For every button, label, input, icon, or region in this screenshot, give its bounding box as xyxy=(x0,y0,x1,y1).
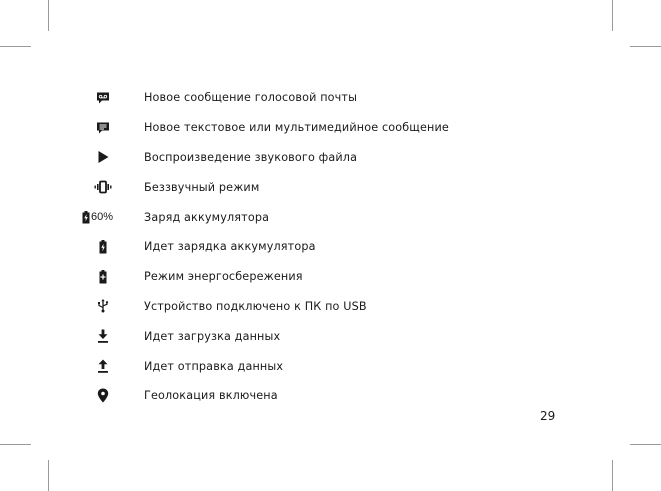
item-label: Идет зарядка аккумулятора xyxy=(144,240,316,254)
location-pin-icon xyxy=(84,386,122,406)
list-item xyxy=(84,232,504,262)
download-icon xyxy=(84,326,122,346)
item-label: Новое сообщение голосовой почты xyxy=(144,91,358,105)
usb-icon xyxy=(84,296,122,316)
battery-level-icon xyxy=(82,207,122,227)
crop-mark-left-top xyxy=(0,46,31,47)
list-item xyxy=(84,113,504,143)
list-item xyxy=(84,83,504,113)
item-label: Беззвучный режим xyxy=(144,180,260,194)
battery-percent-text: 60% xyxy=(91,211,114,224)
crop-mark-bottom-left xyxy=(48,460,49,491)
vibrate-icon xyxy=(84,177,122,197)
list-item xyxy=(84,292,504,322)
battery-charging-icon xyxy=(84,237,122,257)
crop-mark-bottom-right xyxy=(612,460,613,491)
list-item xyxy=(84,351,504,381)
page-number: 29 xyxy=(540,409,556,423)
item-label: Устройство подключено к ПК по USB xyxy=(144,299,367,313)
item-label: Геолокация включена xyxy=(144,389,278,403)
item-label: Заряд аккумулятора xyxy=(144,210,270,224)
text-message-icon xyxy=(84,118,122,138)
list-item xyxy=(84,172,504,202)
item-label: Режим энергосбережения xyxy=(144,270,303,284)
upload-icon xyxy=(84,356,122,376)
item-label: Идет отправка данных xyxy=(144,359,284,373)
battery-saver-icon xyxy=(84,267,122,287)
crop-mark-right-top xyxy=(630,46,661,47)
crop-mark-top-right xyxy=(612,0,613,31)
play-icon xyxy=(84,147,122,167)
list-item xyxy=(84,202,504,232)
crop-mark-right-bottom xyxy=(630,444,661,445)
voicemail-message-icon xyxy=(84,88,122,108)
status-icon-list xyxy=(84,83,504,411)
list-item xyxy=(84,381,504,411)
list-item xyxy=(84,321,504,351)
crop-mark-left-bottom xyxy=(0,444,31,445)
list-item xyxy=(84,262,504,292)
item-label: Новое текстовое или мультимедийное сообщение xyxy=(144,121,449,135)
list-item xyxy=(84,143,504,173)
crop-mark-top-left xyxy=(48,0,49,31)
item-label: Идет загрузка данных xyxy=(144,329,281,343)
item-label: Воспроизведение звукового файла xyxy=(144,150,358,164)
